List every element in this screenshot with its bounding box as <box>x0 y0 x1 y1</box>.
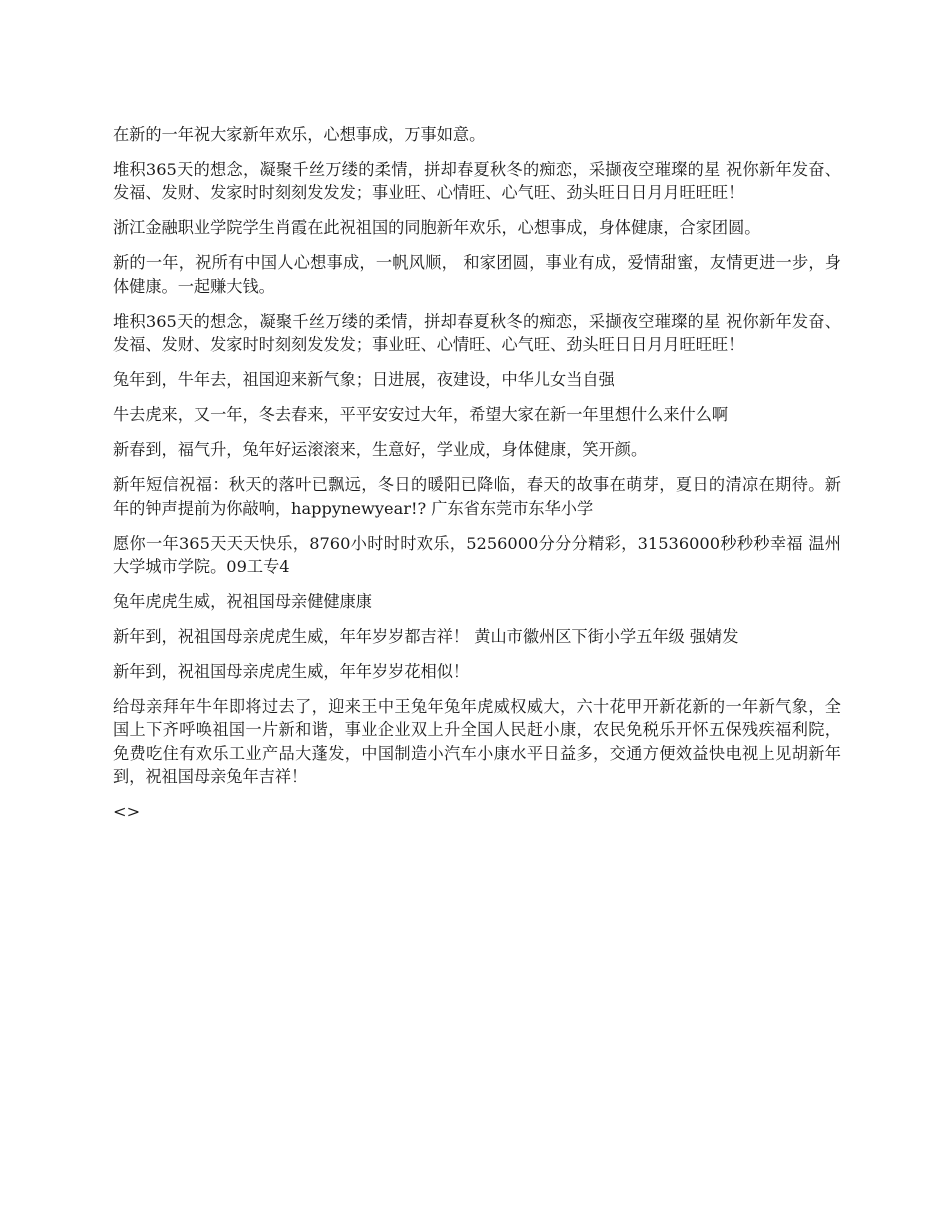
paragraph-7: 牛去虎来，又一年，冬去春来，平平安安过大年，希望大家在新一年里想什么来什么啊 <box>113 405 729 425</box>
paragraph-14: 给母亲拜年牛年即将过去了，迎来王中王兔年兔年虎威权威大，六十花甲开新花新的一年新气象，全国上下齐呼唤祖国一片新和谐，事业企业双上升全国人民赶小康，农民免税乐开怀五保残疾福利院，免费吃住有欢乐工业产品大蓬发，中国制造小汽车小康水平日益多，交通方便效益快电视上见胡新年到，祝祖国母亲兔年吉祥！ <box>113 697 841 787</box>
paragraph-4: 新的一年，祝所有中国人心想事成，一帆风顺， 和家团圆，事业有成，爱情甜蜜，友情更进一步，身体健康。一起赚大钱。 <box>113 253 841 296</box>
document-body <box>113 123 841 835</box>
paragraph-9: 新年短信祝福：秋天的落叶已飘远，冬日的暖阳已降临，春天的故事在萌芽，夏日的清凉在期待。新年的钟声提前为你敲响，happynewyear!? 广东省东莞市东华小学 <box>113 475 841 518</box>
paragraph-8: 新春到，福气升，兔年好运滚滚来，生意好，学业成，身体健康，笑开颜。 <box>113 440 648 460</box>
paragraph-3: 浙江金融职业学院学生肖霞在此祝祖国的同胞新年欢乐，心想事成，身体健康，合家团圆。 <box>113 218 761 238</box>
paragraph-6: 兔年到，牛年去，祖国迎来新气象；日进展，夜建设，中华儿女当自强 <box>113 370 615 390</box>
paragraph-1: 在新的一年祝大家新年欢乐，心想事成，万事如意。 <box>113 125 486 144</box>
paragraph-12: 新年到，祝祖国母亲虎虎生威，年年岁岁都吉祥！ 黄山市徽州区下街小学五年级 强婧发 <box>113 627 739 647</box>
paragraph-5: 堆积365天的想念，凝聚千丝万缕的柔情，拼却春夏秋冬的痴恋，采撷夜空璀璨的星 祝你新年发奋、发福、发财、发家时时刻刻发发发；事业旺、心情旺、心气旺、劲头旺日日月月旺旺旺！ <box>113 311 841 355</box>
paragraph-13: 新年到，祝祖国母亲虎虎生威，年年岁岁花相似！ <box>113 662 470 682</box>
paragraph-2: 堆积365天的想念，凝聚千丝万缕的柔情，拼却春夏秋冬的痴恋，采撷夜空璀璨的星 祝你新年发奋、发福、发财、发家时时刻刻发发发；事业旺、心情旺、心气旺、劲头旺日日月月旺旺旺！ <box>113 160 841 203</box>
paragraph-10: 愿你一年365天天天快乐，8760小时时时欢乐，5256000分分分精彩，31536000秒秒秒幸福 温州大学城市学院。09工专4 <box>113 533 841 577</box>
paragraph-15: <> <box>113 802 141 822</box>
paragraph-11: 兔年虎虎生威，祝祖国母亲健健康康 <box>113 592 372 612</box>
